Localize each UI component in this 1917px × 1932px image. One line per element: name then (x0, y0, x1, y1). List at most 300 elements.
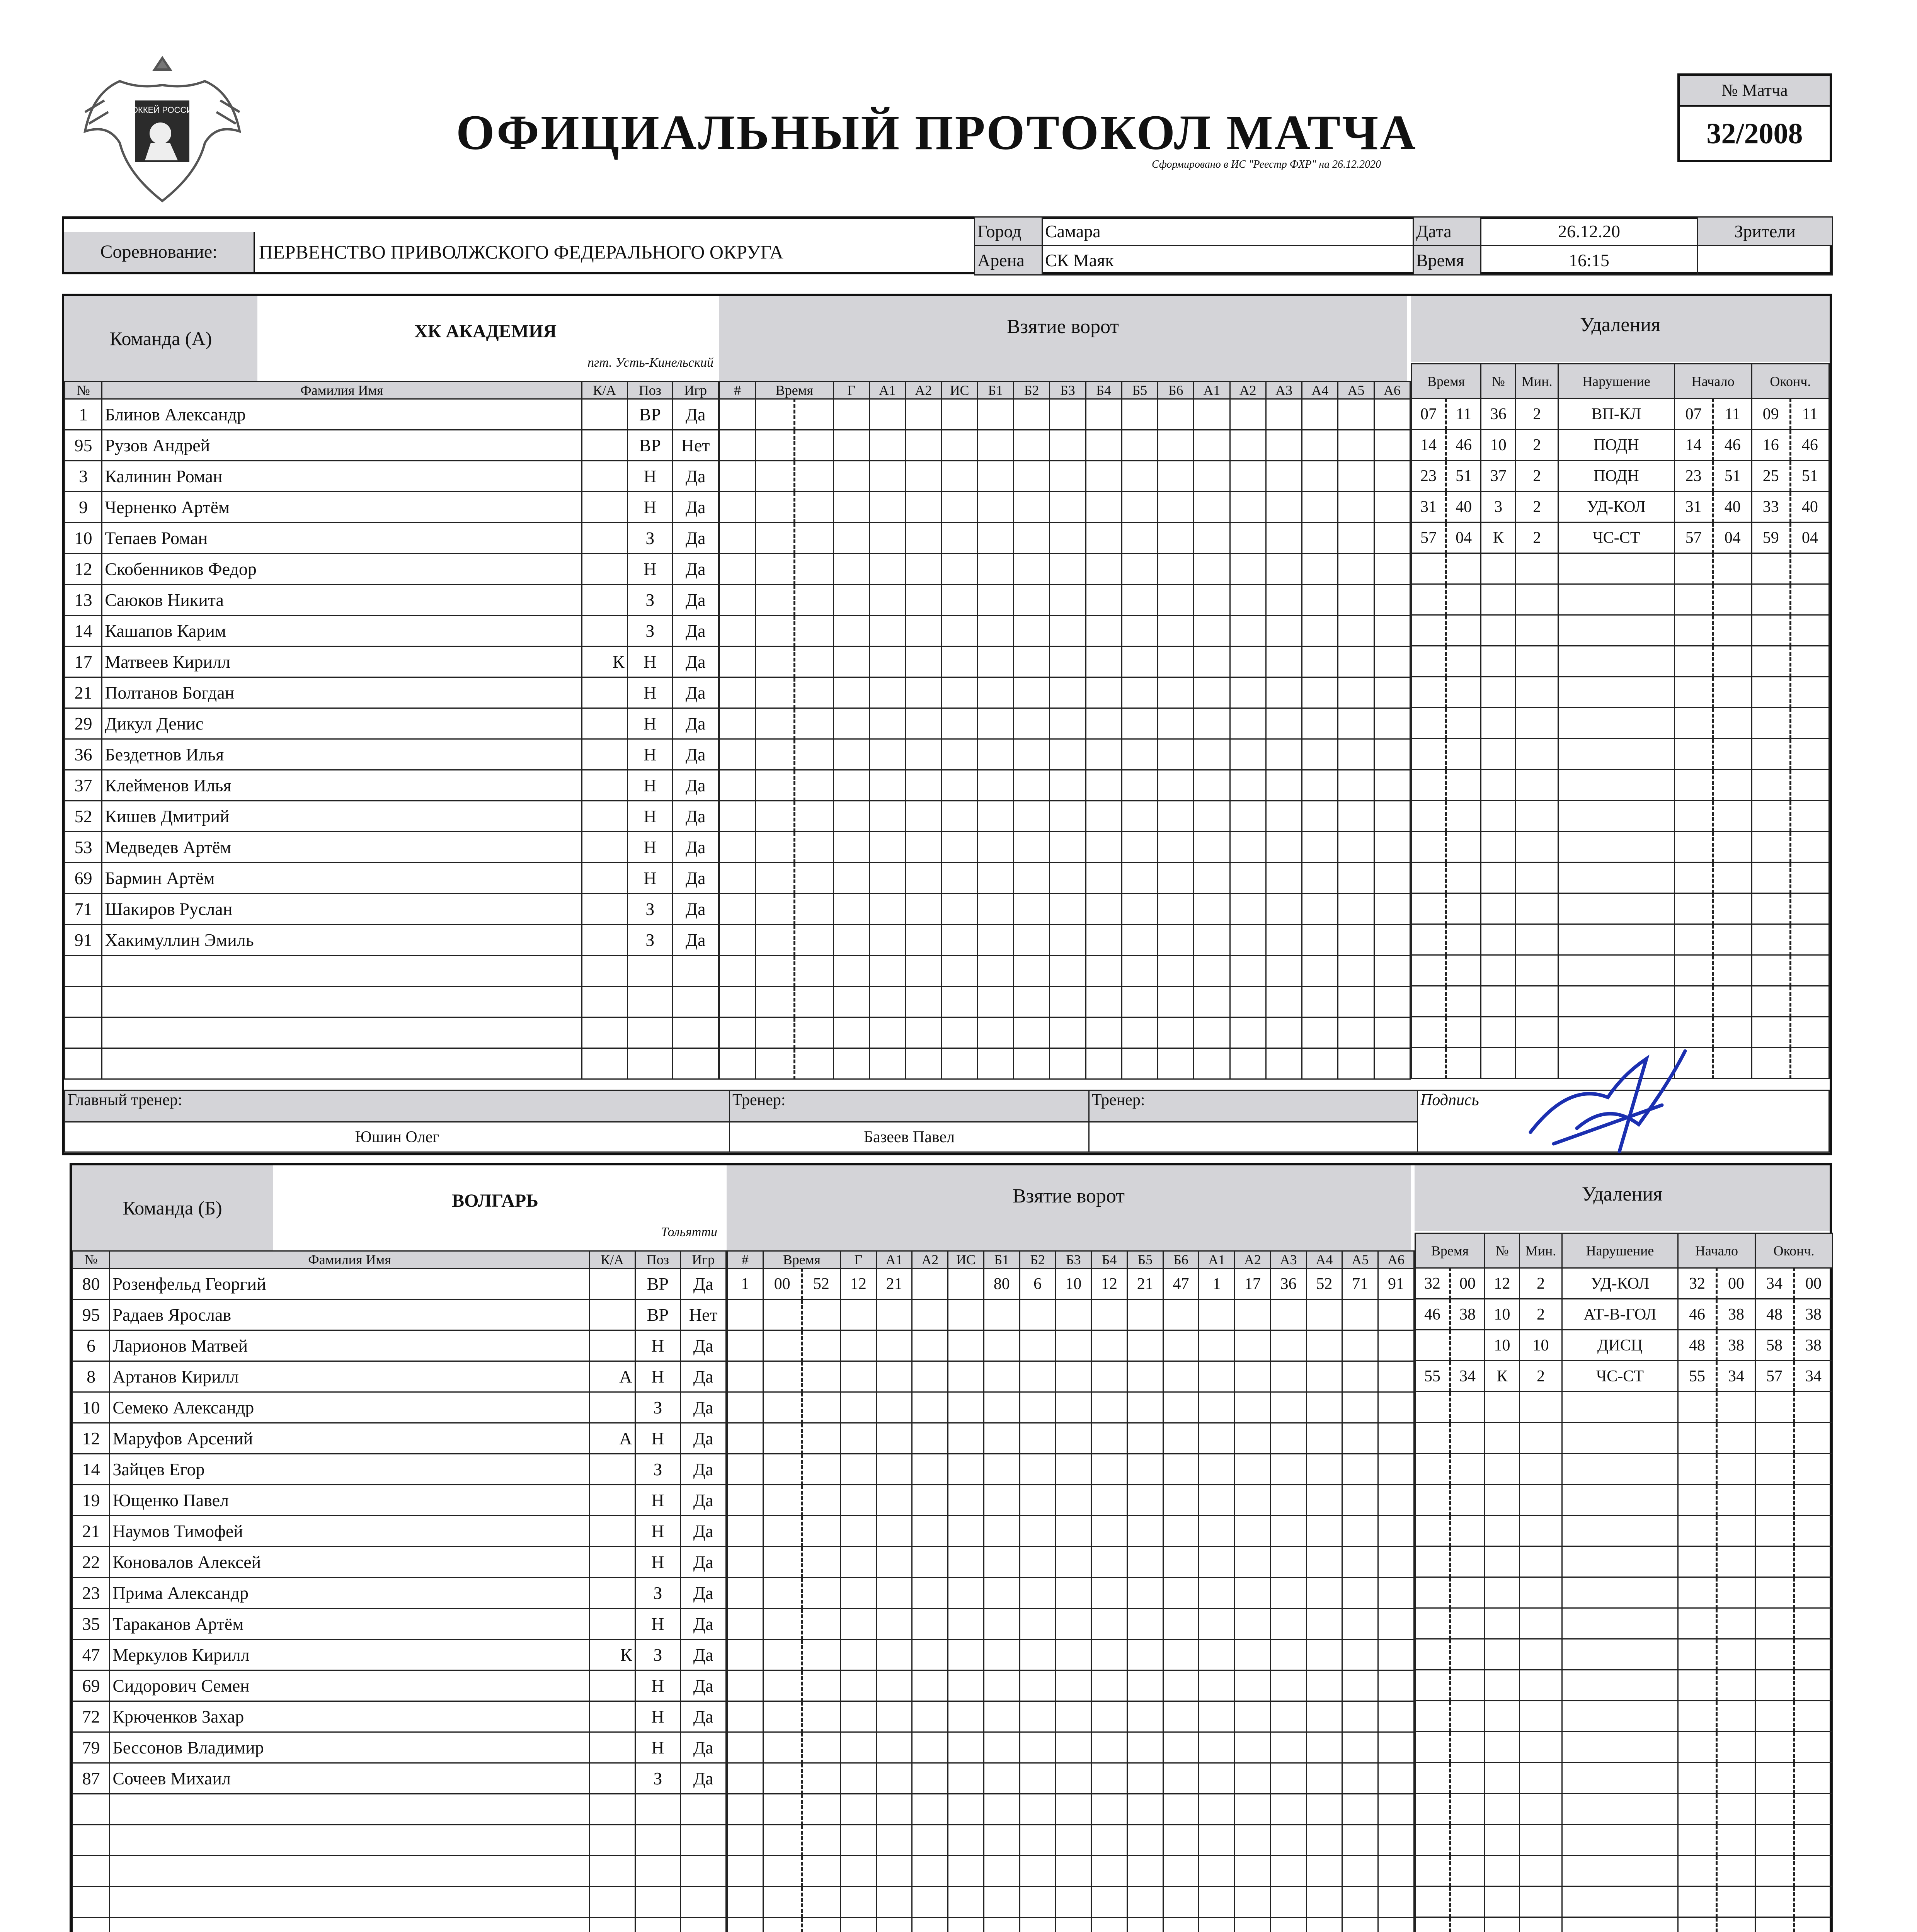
player-played: Да (673, 739, 718, 770)
penalty-cell (1790, 739, 1829, 770)
player-captain-mark (582, 863, 627, 894)
goal-cell (1266, 616, 1302, 646)
goal-cell (1338, 925, 1374, 956)
goal-cell (876, 1918, 912, 1932)
goal-cell (1050, 1017, 1086, 1048)
penalty-cell (1446, 615, 1481, 646)
goal-cell (1199, 1763, 1235, 1794)
goal-cell (1091, 1794, 1127, 1825)
goal-cell (720, 708, 756, 739)
penalty-cell: 31 (1674, 492, 1713, 522)
player-position: З (627, 616, 673, 646)
penalty-cell (1794, 1639, 1833, 1670)
penalty-cell (1755, 1732, 1794, 1763)
penalty-cell (1674, 646, 1713, 677)
player-number: 10 (65, 523, 102, 554)
penalty-cell (1415, 1825, 1450, 1855)
goal-cell (977, 492, 1013, 523)
goal-cell (1270, 1794, 1306, 1825)
goal-cell (977, 616, 1013, 646)
goal-cell (794, 1017, 833, 1048)
goal-cell (727, 1609, 763, 1639)
goal-cell (1235, 1856, 1271, 1887)
goal-cell (1374, 863, 1410, 894)
player-name: Бармин Артём (102, 863, 582, 894)
goal-cell (1266, 986, 1302, 1017)
goal-cell (1122, 554, 1158, 585)
logo (62, 46, 263, 216)
penalties-header-cell: Начало (1678, 1233, 1755, 1268)
goal-cell (1056, 1825, 1091, 1856)
goal-row (720, 956, 1410, 986)
goal-cell (984, 1794, 1020, 1825)
player-position: Н (635, 1330, 681, 1361)
penalty-cell (1411, 832, 1446, 862)
player-position: ВР (627, 430, 673, 461)
penalty-cell (1450, 1454, 1485, 1485)
goal-cell (727, 1856, 763, 1887)
player-captain-mark (582, 708, 627, 739)
player-row (73, 1763, 726, 1794)
goal-cell (1235, 1330, 1271, 1361)
team-b-goals-table (727, 1250, 1415, 1932)
penalty-cell (1415, 1546, 1450, 1577)
penalty-cell (1450, 1577, 1485, 1608)
goal-cell (1302, 956, 1338, 986)
goal-row (727, 1392, 1414, 1423)
goal-cell (1194, 770, 1230, 801)
goal-cell (1056, 1423, 1091, 1454)
goal-cell (727, 1670, 763, 1701)
goal-cell (906, 492, 941, 523)
goal-cell (1378, 1670, 1414, 1701)
goal-cell (1056, 1330, 1091, 1361)
penalty-cell (1520, 1732, 1562, 1763)
goal-cell (1158, 616, 1194, 646)
goal-cell (1302, 894, 1338, 925)
goal-cell (906, 832, 941, 863)
player-captain-mark (582, 399, 627, 430)
player-row (73, 1670, 726, 1701)
goal-cell (756, 832, 795, 863)
goal-cell (1378, 1609, 1414, 1639)
goal-cell (1302, 399, 1338, 430)
goal-cell (720, 616, 756, 646)
goal-cell (720, 894, 756, 925)
penalty-cell (1415, 1423, 1450, 1454)
goal-cell (912, 1454, 948, 1485)
goal-cell (763, 1670, 802, 1701)
goal-cell (1020, 1856, 1056, 1887)
goal-cell (1306, 1299, 1342, 1330)
player-number: 10 (73, 1392, 110, 1423)
player-position: З (635, 1392, 681, 1423)
player-name (102, 986, 582, 1017)
penalty-cell (1411, 955, 1446, 986)
player-captain-mark (582, 739, 627, 770)
goal-cell (941, 461, 977, 492)
goal-cell (1342, 1516, 1378, 1547)
penalty-cell (1411, 739, 1446, 770)
goal-cell (1086, 677, 1122, 708)
goal-cell (1338, 523, 1374, 554)
goal-cell (1199, 1701, 1235, 1732)
player-name (102, 1048, 582, 1079)
goals-header-cell: Б6 (1158, 382, 1194, 399)
goal-cell (941, 770, 977, 801)
goal-cell (1378, 1794, 1414, 1825)
goal-cell (1127, 1423, 1163, 1454)
goal-cell (912, 1516, 948, 1547)
goal-row (727, 1825, 1414, 1856)
goal-cell (1378, 1330, 1414, 1361)
goal-cell (1050, 986, 1086, 1017)
goal-cell (912, 1918, 948, 1932)
penalty-cell (1562, 1917, 1678, 1932)
player-row (73, 1269, 726, 1299)
goal-cell (1270, 1361, 1306, 1392)
player-row (73, 1516, 726, 1547)
penalty-cell (1790, 801, 1829, 832)
goal-cell (1020, 1609, 1056, 1639)
goal-cell (876, 1547, 912, 1578)
goal-cell (1158, 646, 1194, 677)
penalty-cell (1485, 1917, 1520, 1932)
penalty-cell (1790, 986, 1829, 1017)
penalty-cell: 55 (1678, 1361, 1717, 1392)
goals-header-cell: # (720, 382, 756, 399)
goal-cell (1020, 1423, 1056, 1454)
goal-cell (720, 956, 756, 986)
penalty-cell (1516, 955, 1558, 986)
goal-cell (840, 1578, 876, 1609)
goal-cell (1378, 1454, 1414, 1485)
goal-cell (1230, 554, 1266, 585)
goal-cell (1270, 1299, 1306, 1330)
penalty-cell (1713, 955, 1752, 986)
goal-cell (869, 801, 905, 832)
goals-header-cell: Б1 (984, 1251, 1020, 1269)
penalty-row (1415, 1577, 1833, 1608)
penalty-cell (1562, 1825, 1678, 1855)
goal-cell (1378, 1701, 1414, 1732)
goal-cell (1163, 1299, 1199, 1330)
penalty-cell (1481, 553, 1516, 584)
goals-header-cell: Б4 (1091, 1251, 1127, 1269)
goal-cell (1086, 986, 1122, 1017)
goal-cell (1342, 1423, 1378, 1454)
goal-cell (1056, 1639, 1091, 1670)
goal-cell (1199, 1423, 1235, 1454)
goal-cell (840, 1330, 876, 1361)
penalty-cell: 31 (1411, 492, 1446, 522)
penalty-cell (1752, 1017, 1790, 1048)
penalty-cell: 10 (1520, 1330, 1562, 1361)
goal-cell (756, 646, 795, 677)
goal-cell (1306, 1454, 1342, 1485)
player-number: 9 (65, 492, 102, 523)
goal-cell (794, 646, 833, 677)
goal-cell (833, 399, 869, 430)
penalty-cell: 40 (1446, 492, 1481, 522)
goal-cell (1127, 1918, 1163, 1932)
goal-cell (763, 1918, 802, 1932)
goal-cell (941, 1017, 977, 1048)
goal-cell (906, 956, 941, 986)
penalty-cell (1678, 1670, 1717, 1701)
goal-cell (1020, 1578, 1056, 1609)
goal-cell (912, 1547, 948, 1578)
player-played: Да (681, 1516, 726, 1547)
goal-cell (1020, 1454, 1056, 1485)
goal-cell (1342, 1887, 1378, 1918)
goal-cell (1163, 1547, 1199, 1578)
penalty-row (1411, 615, 1829, 646)
goal-cell (833, 430, 869, 461)
goal-cell (840, 1670, 876, 1701)
penalty-cell (1752, 615, 1790, 646)
goals-header-cell: А6 (1378, 1251, 1414, 1269)
penalty-cell (1516, 893, 1558, 924)
player-number: 1 (65, 399, 102, 430)
goal-cell (763, 1361, 802, 1392)
penalty-cell (1446, 677, 1481, 708)
penalty-cell (1485, 1577, 1520, 1608)
goal-cell (876, 1299, 912, 1330)
penalty-row (1415, 1855, 1833, 1886)
goal-cell (1230, 616, 1266, 646)
player-name: Артанов Кирилл (110, 1361, 589, 1392)
goal-cell (1302, 863, 1338, 894)
goal-cell (1266, 585, 1302, 616)
goal-cell (1020, 1330, 1056, 1361)
goal-cell (1306, 1392, 1342, 1423)
penalty-row (1411, 955, 1829, 986)
player-number: 21 (73, 1516, 110, 1547)
player-played: Да (681, 1639, 726, 1670)
goal-cell (984, 1732, 1020, 1763)
player-captain-mark (589, 1269, 635, 1299)
player-name: Бессонов Владимир (110, 1732, 589, 1763)
player-row (73, 1578, 726, 1609)
player-number (73, 1825, 110, 1856)
goal-cell: 1 (727, 1269, 763, 1299)
goal-cell (977, 708, 1013, 739)
penalty-cell (1485, 1392, 1520, 1423)
goal-cell (1235, 1609, 1271, 1639)
goal-cell (720, 925, 756, 956)
goal-cell (1163, 1918, 1199, 1932)
player-row (73, 1918, 726, 1932)
goal-cell (1342, 1794, 1378, 1825)
penalty-cell (1790, 1048, 1829, 1079)
goal-cell (1086, 430, 1122, 461)
goal-cell (984, 1547, 1020, 1578)
penalty-cell (1516, 986, 1558, 1017)
player-played: Да (681, 1732, 726, 1763)
goal-cell (948, 1454, 984, 1485)
goal-cell (1122, 986, 1158, 1017)
penalty-cell: 23 (1674, 461, 1713, 492)
player-name: Бездетнов Илья (102, 739, 582, 770)
goal-cell (1266, 925, 1302, 956)
team-b-city: Тольятти (661, 1225, 717, 1239)
city-arena-table (974, 216, 1833, 276)
goal-cell (1302, 492, 1338, 523)
penalty-cell (1790, 584, 1829, 615)
goal-cell (1122, 1017, 1158, 1048)
player-row (73, 1856, 726, 1887)
goals-header-cell: Б1 (977, 382, 1013, 399)
goal-cell (1050, 585, 1086, 616)
player-captain-mark (582, 925, 627, 956)
player-position: З (627, 523, 673, 554)
goal-row (720, 399, 1410, 430)
goal-cell (1199, 1856, 1235, 1887)
goal-cell (1270, 1485, 1306, 1516)
goal-cell (869, 616, 905, 646)
goal-cell (1270, 1392, 1306, 1423)
goal-cell (756, 523, 795, 554)
penalty-cell: 37 (1481, 461, 1516, 492)
goal-cell (763, 1454, 802, 1485)
goal-row (720, 986, 1410, 1017)
player-captain-mark: К (589, 1639, 635, 1670)
goal-cell (941, 492, 977, 523)
goal-cell (794, 956, 833, 986)
goal-cell (1199, 1454, 1235, 1485)
goal-cell (1306, 1330, 1342, 1361)
goal-cell (1306, 1794, 1342, 1825)
penalty-cell (1446, 893, 1481, 924)
penalty-cell (1713, 893, 1752, 924)
goal-cell (948, 1887, 984, 1918)
penalty-cell (1562, 1577, 1678, 1608)
goal-cell (1230, 523, 1266, 554)
penalty-cell (1520, 1515, 1562, 1546)
goal-cell (1050, 554, 1086, 585)
team-a-coach2 (1089, 1122, 1418, 1152)
player-played: Да (673, 708, 718, 739)
penalty-cell (1562, 1794, 1678, 1825)
goal-cell (1056, 1516, 1091, 1547)
goal-cell (840, 1732, 876, 1763)
goal-cell (948, 1392, 984, 1423)
player-captain-mark (589, 1547, 635, 1578)
team-b-penalties-table (1415, 1233, 1833, 1932)
goal-cell (1056, 1485, 1091, 1516)
penalty-row (1415, 1423, 1833, 1454)
goal-cell (906, 399, 941, 430)
penalty-cell (1755, 1763, 1794, 1794)
goal-cell (912, 1392, 948, 1423)
goal-cell (763, 1825, 802, 1856)
penalty-cell (1717, 1546, 1755, 1577)
goal-cell (1050, 956, 1086, 986)
penalty-cell (1562, 1392, 1678, 1423)
player-position: Н (627, 801, 673, 832)
goal-cell (876, 1763, 912, 1794)
player-name: Сидорович Семен (110, 1670, 589, 1701)
goal-cell (948, 1299, 984, 1330)
goal-cell (1338, 832, 1374, 863)
penalty-cell (1794, 1485, 1833, 1515)
goal-cell (720, 554, 756, 585)
penalty-row (1415, 1917, 1833, 1932)
penalty-cell: 40 (1790, 492, 1829, 522)
player-played: Да (681, 1578, 726, 1609)
goal-cell (1158, 523, 1194, 554)
roster-header (73, 1251, 726, 1269)
goal-cell (1270, 1547, 1306, 1578)
goal-cell (1338, 986, 1374, 1017)
penalty-cell (1485, 1855, 1520, 1886)
penalty-cell: 04 (1446, 522, 1481, 553)
goal-cell (869, 646, 905, 677)
player-row (65, 646, 718, 677)
goal-cell (1091, 1330, 1127, 1361)
penalty-cell: 38 (1794, 1299, 1833, 1330)
player-number: 52 (65, 801, 102, 832)
penalty-cell: 04 (1713, 522, 1752, 553)
player-row (65, 1048, 718, 1079)
goal-cell (1122, 708, 1158, 739)
goal-cell (876, 1392, 912, 1423)
goal-cell (1306, 1918, 1342, 1932)
goal-cell (977, 894, 1013, 925)
penalty-cell (1446, 553, 1481, 584)
goal-cell (1270, 1701, 1306, 1732)
goal-cell (1338, 430, 1374, 461)
penalty-cell (1485, 1608, 1520, 1639)
goal-row (727, 1732, 1414, 1763)
penalty-cell (1678, 1917, 1717, 1932)
goal-cell (984, 1361, 1020, 1392)
goal-cell (833, 1017, 869, 1048)
penalties-header-cell: Оконч. (1755, 1233, 1833, 1268)
penalty-cell (1411, 862, 1446, 893)
goal-cell (727, 1701, 763, 1732)
goal-cell (1270, 1670, 1306, 1701)
player-number: 13 (65, 585, 102, 616)
player-captain-mark: К (582, 646, 627, 677)
goal-cell (1235, 1578, 1271, 1609)
goal-cell (1338, 492, 1374, 523)
goal-cell (794, 430, 833, 461)
goal-cell (1163, 1392, 1199, 1423)
penalty-cell (1446, 708, 1481, 739)
penalty-row (1415, 1794, 1833, 1825)
player-position: Н (635, 1423, 681, 1454)
penalty-cell (1450, 1515, 1485, 1546)
penalty-cell (1415, 1577, 1450, 1608)
goals-header-cell: А2 (1230, 382, 1266, 399)
player-position: Н (635, 1732, 681, 1763)
goal-cell (1127, 1794, 1163, 1825)
goal-cell (1266, 832, 1302, 863)
match-number: 32/2008 (1706, 117, 1803, 150)
goal-cell (1194, 616, 1230, 646)
player-number (65, 1048, 102, 1079)
goal-cell (840, 1392, 876, 1423)
penalty-cell (1481, 924, 1516, 955)
roster-header-num: № (65, 382, 102, 399)
goal-cell: 52 (1306, 1269, 1342, 1299)
goal-cell (1306, 1763, 1342, 1794)
goal-cell (977, 646, 1013, 677)
goal-cell (1235, 1454, 1271, 1485)
player-number: 17 (65, 646, 102, 677)
